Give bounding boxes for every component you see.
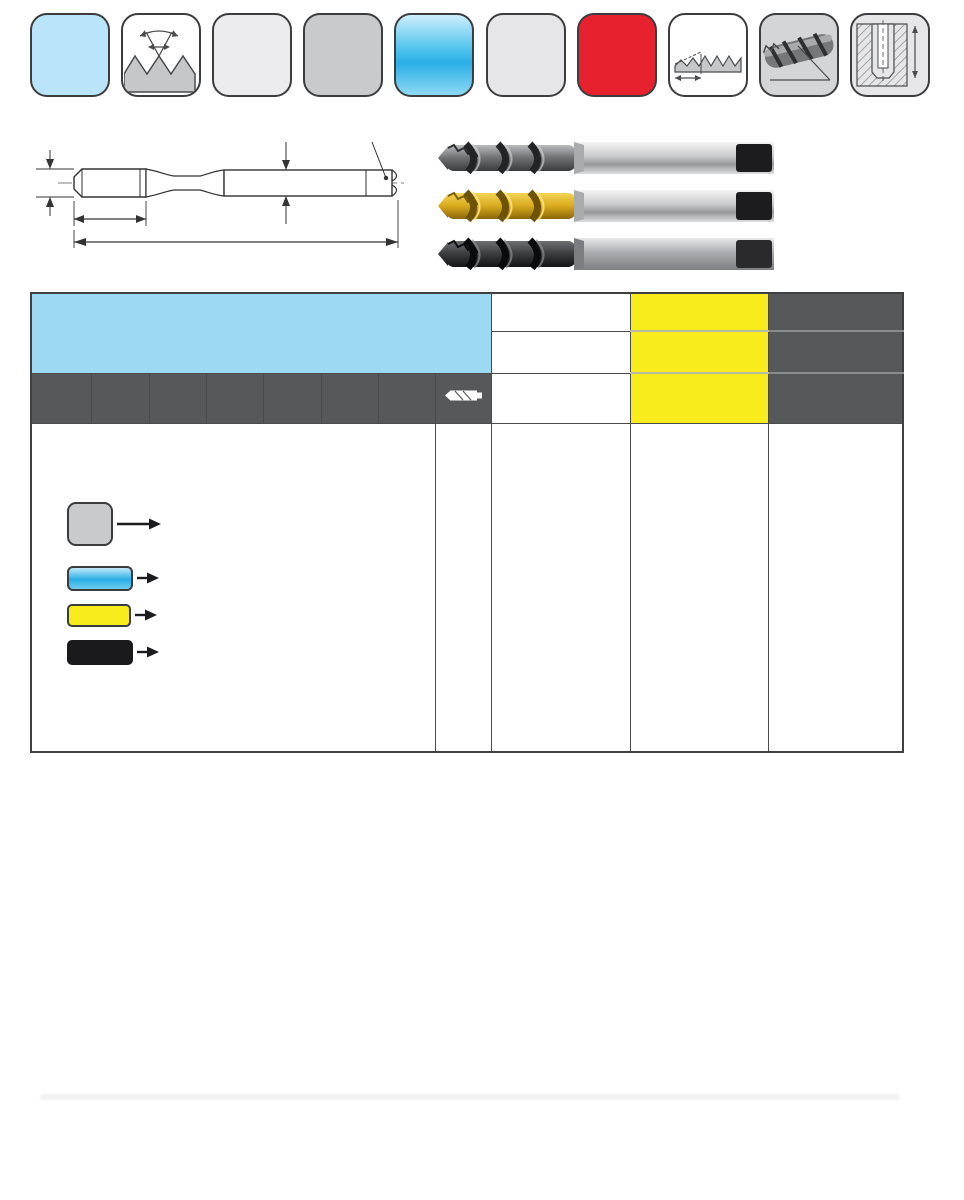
helix-40-badge: [759, 13, 839, 97]
scan-artifact: [40, 1094, 900, 1100]
blind-hole-icon: [853, 16, 927, 94]
thread-profile-badge: [121, 13, 201, 97]
chamfer-badge: [668, 13, 748, 97]
product-image-2050: [436, 134, 776, 182]
legend-cell: [31, 423, 435, 752]
hsse-badge: [394, 13, 474, 97]
col-header-drill-diameter: [435, 373, 491, 423]
col-header-a: [321, 373, 378, 423]
din371-badge: [486, 13, 566, 97]
din13-badge: [212, 13, 292, 97]
product-image-2050-tialn: [436, 230, 776, 278]
usage-area-strip: [435, 423, 491, 752]
col-header-p: [91, 373, 149, 423]
technical-drawing: [28, 126, 432, 282]
tap-photo-steel: [436, 134, 776, 182]
drill-bit-icon: [443, 388, 483, 403]
metric-thread-badge: [30, 13, 110, 97]
col-header-d2: [263, 373, 321, 423]
tap-photo-tialn: [436, 230, 776, 278]
legend-item-tin: [67, 604, 161, 627]
iso3-6g-badge: [577, 13, 657, 97]
thread-profile-icon: [124, 16, 198, 94]
price-header-2050-tin: [630, 373, 768, 423]
product-image-2050-tin: [436, 182, 776, 230]
helix-40-icon: [762, 16, 836, 94]
type-n-badge: [303, 13, 383, 97]
tialn-legend-badge: [67, 640, 133, 665]
usage-column-2050-tin: [630, 423, 768, 752]
usage-column-2050-tialn: [768, 423, 903, 752]
type-n-legend-badge: [67, 502, 113, 546]
legend-item-type-n: [67, 502, 395, 546]
icon-badge-row: [30, 13, 930, 97]
code-header-2050-tin: [630, 331, 768, 373]
price-header-2050: [491, 373, 630, 423]
model-header-2050-tialn: [768, 293, 903, 331]
model-header-2050-tin: [630, 293, 768, 331]
price-header-2050-tialn: [768, 373, 903, 423]
arrow-icon: [137, 646, 159, 658]
arrow-icon: [137, 572, 159, 584]
chamfer-icon: [671, 16, 745, 94]
col-header-l1: [149, 373, 206, 423]
col-header-z: [378, 373, 435, 423]
usage-column-2050: [491, 423, 630, 752]
legend-item-tialn: [67, 640, 163, 665]
model-header-2050: [491, 293, 630, 331]
spec-price-table: [30, 292, 904, 753]
arrow-icon: [117, 518, 161, 530]
col-header-l2: [206, 373, 263, 423]
arrow-icon: [135, 609, 157, 621]
legend-item-hsse: [67, 566, 163, 591]
table-title: [31, 293, 491, 373]
blind-hole-badge: [850, 13, 930, 97]
hsse-legend-badge: [67, 566, 133, 591]
col-header-d1: [31, 373, 91, 423]
code-header-2050: [491, 331, 630, 373]
code-header-2050-tialn: [768, 331, 903, 373]
tin-legend-badge: [67, 604, 131, 627]
tap-photo-tin: [436, 182, 776, 230]
